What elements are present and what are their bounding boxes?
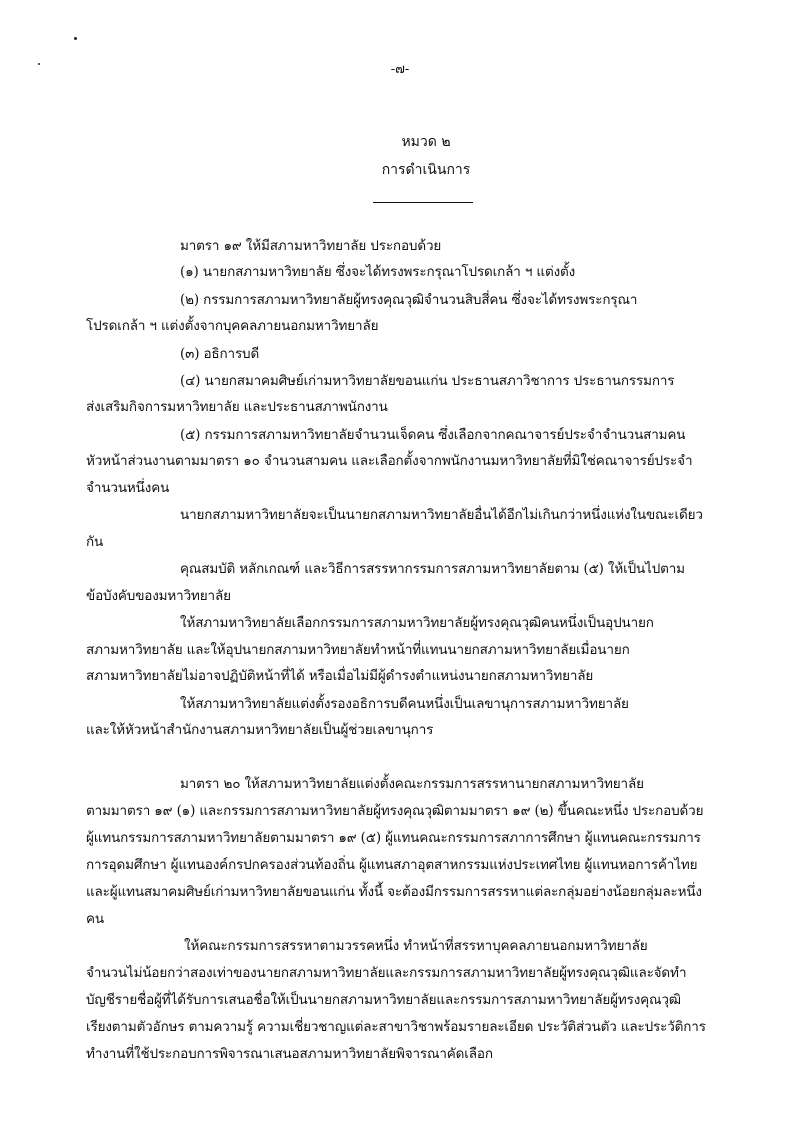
text-line: ข้อบังคับของมหาวิทยาลัย (86, 588, 231, 604)
chapter-title: หมวด ๒ (401, 134, 451, 150)
text-line: ให้สภามหาวิทยาลัยแต่งตั้งรองอธิการบดีคนหนึ่งเป็นเลขานุการสภามหาวิทยาลัย (180, 696, 629, 712)
chapter-subtitle: การดำเนินการ (381, 162, 471, 178)
text-line: คน (86, 911, 104, 927)
text-line: ให้สภามหาวิทยาลัยเลือกกรรมการสภามหาวิทยาลัยผู้ทรงคุณวุฒิคนหนึ่งเป็นอุปนายก (180, 615, 654, 631)
text-line: คุณสมบัติ หลักเกณฑ์ และวิธีการสรรหากรรมการสภามหาวิทยาลัยตาม (๕) ให้เป็นไปตาม (180, 561, 685, 577)
text-line: (๕) กรรมการสภามหาวิทยาลัยจำนวนเจ็ดคน ซึ่งเลือกจากคณาจารย์ประจำจำนวนสามคน (180, 427, 686, 443)
text-line: กัน (86, 534, 104, 550)
section-19-heading: มาตรา ๑๙ ให้มีสภามหาวิทยาลัย ประกอบด้วย (180, 238, 442, 254)
text-line: (๒) กรรมการสภามหาวิทยาลัยผู้ทรงคุณวุฒิจำนวนสิบสี่คน ซึ่งจะได้ทรงพระกรุณา (180, 292, 638, 308)
section-20-heading: มาตรา ๒๐ ให้สภามหาวิทยาลัยแต่งตั้งคณะกรรมการสรรหานายกสภามหาวิทยาลัย (180, 776, 644, 792)
title-underline (373, 202, 473, 203)
text-line: ทำงานที่ใช้ประกอบการพิจารณาเสนอสภามหาวิทยาลัยพิจารณาคัดเลือก (86, 1046, 493, 1062)
text-line: ส่งเสริมกิจการมหาวิทยาลัย และประธานสภาพนักงาน (86, 399, 388, 415)
text-line: (๓) อธิการบดี (180, 346, 260, 362)
text-line: ผู้แทนกรรมการสภามหาวิทยาลัยตามมาตรา ๑๙ (๕) ผู้แทนคณะกรรมการสภาการศึกษา ผู้แทนคณะกรรมการ (86, 830, 701, 846)
scan-speck (74, 37, 77, 40)
text-line: จำนวนไม่น้อยกว่าสองเท่าของนายกสภามหาวิทยาลัยและกรรมการสภามหาวิทยาลัยผู้ทรงคุณวุฒิและจัดทำ (86, 965, 687, 981)
text-line: การอุดมศึกษา ผู้แทนองค์กรปกครองส่วนท้องถิ่น ผู้แทนสภาอุตสาหกรรมแห่งประเทศไทย ผู้แทนหอการค้าไทย (86, 857, 698, 873)
text-line: และให้หัวหน้าสำนักงานสภามหาวิทยาลัยเป็นผู้ช่วยเลขานุการ (86, 722, 434, 738)
text-line: จำนวนหนึ่งคน (86, 480, 170, 496)
text-line: ให้คณะกรรมการสรรหาตามวรรคหนึ่ง ทำหน้าที่สรรหาบุคคลภายนอกมหาวิทยาลัย (184, 938, 648, 954)
text-line: และผู้แทนสมาคมศิษย์เก่ามหาวิทยาลัยขอนแก่น ทั้งนี้ จะต้องมีกรรมการสรรหาแต่ละกลุ่มอย่างน้อยกลุ่มละหนึ่ง (86, 884, 702, 900)
text-line: ตามมาตรา ๑๙ (๑) และกรรมการสภามหาวิทยาลัยผู้ทรงคุณวุฒิตามมาตรา ๑๙ (๒) ขึ้นคณะหนึ่ง ประกอบด้วย (86, 803, 704, 819)
text-line: สภามหาวิทยาลัย และให้อุปนายกสภามหาวิทยาลัยทำหน้าที่แทนนายกสภามหาวิทยาลัยเมื่อนายก (86, 642, 630, 658)
page-number: -๗- (390, 62, 410, 77)
text-line: นายกสภามหาวิทยาลัยจะเป็นนายกสภามหาวิทยาลัยอื่นได้อีกไม่เกินกว่าหนึ่งแห่งในขณะเดียว (180, 507, 703, 523)
text-line: โปรดเกล้า ฯ แต่งตั้งจากบุคคลภายนอกมหาวิทยาลัย (86, 318, 379, 334)
text-line: หัวหน้าส่วนงานตามมาตรา ๑๐ จำนวนสามคน และเลือกตั้งจากพนักงานมหาวิทยาลัยที่มิใช่คณาจารย์ประจำ (86, 453, 693, 469)
text-line: บัญชีรายชื่อผู้ที่ได้รับการเสนอชื่อให้เป็นนายกสภามหาวิทยาลัยและกรรมการสภามหาวิทยาลัยผู้ทรงคุณวุฒิ (86, 992, 681, 1008)
text-line: สภามหาวิทยาลัยไม่อาจปฏิบัติหน้าที่ได้ หรือเมื่อไม่มีผู้ดำรงตำแหน่งนายกสภามหาวิทยาลัย (86, 668, 594, 684)
text-line: (๑) นายกสภามหาวิทยาลัย ซึ่งจะได้ทรงพระกรุณาโปรดเกล้า ฯ แต่งตั้ง (180, 264, 576, 280)
text-line: (๔) นายกสมาคมศิษย์เก่ามหาวิทยาลัยขอนแก่น ประธานสภาวิชาการ ประธานกรรมการ (180, 373, 675, 389)
text-line: เรียงตามตัวอักษร ตามความรู้ ความเชี่ยวชาญแต่ละสาขาวิชาพร้อมรายละเอียด ประวัติส่วนตัว และประวัติการ (86, 1019, 706, 1035)
